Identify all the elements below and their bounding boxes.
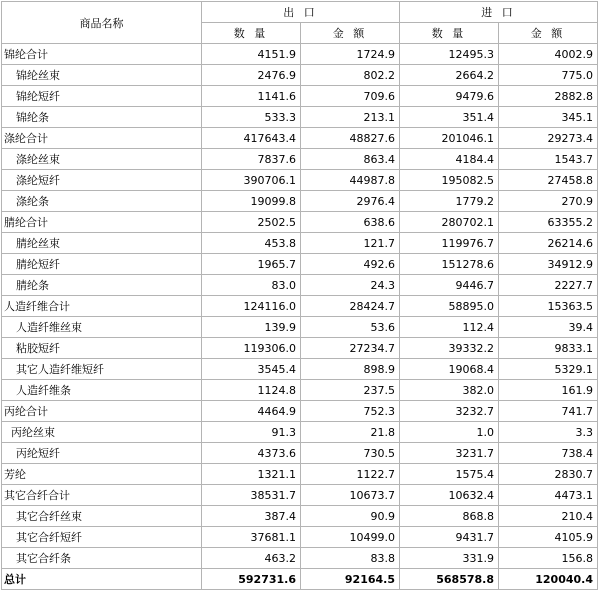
import-quantity-cell: 3232.7 — [400, 401, 499, 422]
export-amount-cell: 752.3 — [301, 401, 400, 422]
table-row — [2, 212, 598, 233]
table-row — [2, 422, 598, 443]
export-amount-cell: 28424.7 — [301, 296, 400, 317]
import-quantity-cell: 39332.2 — [400, 338, 499, 359]
export-quantity-cell: 83.0 — [202, 275, 301, 296]
export-amount-cell: 10673.7 — [301, 485, 400, 506]
header-export-amount: 金 额 — [301, 23, 400, 44]
product-name-cell: 其它合纤丝束 — [2, 506, 202, 527]
import-quantity-cell: 9479.6 — [400, 86, 499, 107]
import-quantity-cell: 58895.0 — [400, 296, 499, 317]
export-quantity-cell: 390706.1 — [202, 170, 301, 191]
import-amount-cell: 34912.9 — [499, 254, 598, 275]
export-amount-cell: 1724.9 — [301, 44, 400, 65]
table-header — [2, 2, 598, 44]
header-import-amount: 金 额 — [499, 23, 598, 44]
product-name-cell: 其它人造纤维短纤 — [2, 359, 202, 380]
import-quantity-cell: 12495.3 — [400, 44, 499, 65]
export-quantity-cell: 1141.6 — [202, 86, 301, 107]
import-amount-cell: 270.9 — [499, 191, 598, 212]
import-quantity-cell: 195082.5 — [400, 170, 499, 191]
export-quantity-cell: 3545.4 — [202, 359, 301, 380]
table-row — [2, 380, 598, 401]
export-amount-cell: 709.6 — [301, 86, 400, 107]
export-quantity-cell: 1321.1 — [202, 464, 301, 485]
import-amount-cell: 15363.5 — [499, 296, 598, 317]
export-quantity-cell: 2502.5 — [202, 212, 301, 233]
export-amount-cell: 2976.4 — [301, 191, 400, 212]
table-row — [2, 317, 598, 338]
import-amount-cell: 4105.9 — [499, 527, 598, 548]
export-amount-cell: 121.7 — [301, 233, 400, 254]
table-row — [2, 464, 598, 485]
product-name-cell: 腈纶丝束 — [2, 233, 202, 254]
table-row — [2, 149, 598, 170]
table-row — [2, 191, 598, 212]
import-amount-cell: 738.4 — [499, 443, 598, 464]
table-row — [2, 128, 598, 149]
import-quantity-cell: 2664.2 — [400, 65, 499, 86]
import-amount-cell: 345.1 — [499, 107, 598, 128]
table-row — [2, 275, 598, 296]
export-quantity-cell: 453.8 — [202, 233, 301, 254]
import-quantity-cell: 4184.4 — [400, 149, 499, 170]
total-export-amount-cell: 92164.5 — [301, 569, 400, 590]
export-quantity-cell: 37681.1 — [202, 527, 301, 548]
import-quantity-cell: 119976.7 — [400, 233, 499, 254]
import-amount-cell: 63355.2 — [499, 212, 598, 233]
import-amount-cell: 1543.7 — [499, 149, 598, 170]
export-amount-cell: 213.1 — [301, 107, 400, 128]
import-amount-cell: 156.8 — [499, 548, 598, 569]
total-import-quantity-cell: 568578.8 — [400, 569, 499, 590]
import-quantity-cell: 3231.7 — [400, 443, 499, 464]
product-name-cell: 腈纶合计 — [2, 212, 202, 233]
export-amount-cell: 730.5 — [301, 443, 400, 464]
import-quantity-cell: 10632.4 — [400, 485, 499, 506]
export-quantity-cell: 4373.6 — [202, 443, 301, 464]
table-row — [2, 44, 598, 65]
total-label: 总计 — [2, 569, 202, 590]
export-amount-cell: 802.2 — [301, 65, 400, 86]
export-quantity-cell: 139.9 — [202, 317, 301, 338]
table-body — [2, 44, 598, 590]
export-quantity-cell: 387.4 — [202, 506, 301, 527]
table-row — [2, 443, 598, 464]
import-quantity-cell: 201046.1 — [400, 128, 499, 149]
table-row — [2, 65, 598, 86]
table-row — [2, 401, 598, 422]
product-name-cell: 其它合纤合计 — [2, 485, 202, 506]
import-amount-cell: 161.9 — [499, 380, 598, 401]
product-name-cell: 丙纶丝束 — [2, 422, 202, 443]
import-amount-cell: 775.0 — [499, 65, 598, 86]
import-amount-cell: 741.7 — [499, 401, 598, 422]
product-name-cell: 腈纶条 — [2, 275, 202, 296]
import-quantity-cell: 9431.7 — [400, 527, 499, 548]
product-name-cell: 人造纤维条 — [2, 380, 202, 401]
import-amount-cell: 3.3 — [499, 422, 598, 443]
import-quantity-cell: 19068.4 — [400, 359, 499, 380]
export-quantity-cell: 124116.0 — [202, 296, 301, 317]
table-row — [2, 86, 598, 107]
import-quantity-cell: 351.4 — [400, 107, 499, 128]
product-name-cell: 锦纶短纤 — [2, 86, 202, 107]
export-quantity-cell: 91.3 — [202, 422, 301, 443]
product-name-cell: 涤纶合计 — [2, 128, 202, 149]
export-quantity-cell: 533.3 — [202, 107, 301, 128]
export-quantity-cell: 2476.9 — [202, 65, 301, 86]
product-name-cell: 人造纤维丝束 — [2, 317, 202, 338]
import-quantity-cell: 1779.2 — [400, 191, 499, 212]
import-amount-cell: 4002.9 — [499, 44, 598, 65]
export-amount-cell: 237.5 — [301, 380, 400, 401]
product-name-cell: 人造纤维合计 — [2, 296, 202, 317]
import-amount-cell: 2882.8 — [499, 86, 598, 107]
export-amount-cell: 48827.6 — [301, 128, 400, 149]
product-name-cell: 锦纶合计 — [2, 44, 202, 65]
import-quantity-cell: 1.0 — [400, 422, 499, 443]
export-quantity-cell: 119306.0 — [202, 338, 301, 359]
header-export-quantity: 数 量 — [202, 23, 301, 44]
product-name-cell: 涤纶条 — [2, 191, 202, 212]
product-name-cell: 丙纶短纤 — [2, 443, 202, 464]
product-name-cell: 芳纶 — [2, 464, 202, 485]
export-quantity-cell: 38531.7 — [202, 485, 301, 506]
export-quantity-cell: 417643.4 — [202, 128, 301, 149]
product-name-cell: 粘胶短纤 — [2, 338, 202, 359]
export-amount-cell: 898.9 — [301, 359, 400, 380]
table-row — [2, 296, 598, 317]
product-name-cell: 涤纶短纤 — [2, 170, 202, 191]
import-quantity-cell: 868.8 — [400, 506, 499, 527]
export-amount-cell: 90.9 — [301, 506, 400, 527]
table-row — [2, 359, 598, 380]
total-row — [2, 569, 598, 590]
product-name-cell: 丙纶合计 — [2, 401, 202, 422]
import-amount-cell: 29273.4 — [499, 128, 598, 149]
product-name-cell: 其它合纤条 — [2, 548, 202, 569]
table-row — [2, 254, 598, 275]
export-amount-cell: 53.6 — [301, 317, 400, 338]
export-amount-cell: 21.8 — [301, 422, 400, 443]
table-row — [2, 485, 598, 506]
header-import: 进 口 — [400, 2, 598, 23]
trade-table — [1, 1, 598, 590]
import-amount-cell: 26214.6 — [499, 233, 598, 254]
product-name-cell: 其它合纤短纤 — [2, 527, 202, 548]
table-row — [2, 527, 598, 548]
import-quantity-cell: 331.9 — [400, 548, 499, 569]
import-quantity-cell: 382.0 — [400, 380, 499, 401]
total-export-quantity-cell: 592731.6 — [202, 569, 301, 590]
export-amount-cell: 863.4 — [301, 149, 400, 170]
header-import-quantity: 数 量 — [400, 23, 499, 44]
export-quantity-cell: 1965.7 — [202, 254, 301, 275]
export-quantity-cell: 1124.8 — [202, 380, 301, 401]
import-amount-cell: 2227.7 — [499, 275, 598, 296]
export-quantity-cell: 4151.9 — [202, 44, 301, 65]
export-amount-cell: 83.8 — [301, 548, 400, 569]
product-name-cell: 腈纶短纤 — [2, 254, 202, 275]
import-amount-cell: 9833.1 — [499, 338, 598, 359]
import-quantity-cell: 112.4 — [400, 317, 499, 338]
import-amount-cell: 39.4 — [499, 317, 598, 338]
table-row — [2, 338, 598, 359]
export-amount-cell: 492.6 — [301, 254, 400, 275]
table-row — [2, 170, 598, 191]
header-product-name: 商品名称 — [2, 2, 202, 44]
table-row — [2, 233, 598, 254]
table-row — [2, 548, 598, 569]
export-quantity-cell: 4464.9 — [202, 401, 301, 422]
product-name-cell: 锦纶丝束 — [2, 65, 202, 86]
export-amount-cell: 1122.7 — [301, 464, 400, 485]
export-quantity-cell: 19099.8 — [202, 191, 301, 212]
export-amount-cell: 27234.7 — [301, 338, 400, 359]
table-row — [2, 107, 598, 128]
import-amount-cell: 27458.8 — [499, 170, 598, 191]
import-amount-cell: 5329.1 — [499, 359, 598, 380]
import-quantity-cell: 280702.1 — [400, 212, 499, 233]
import-amount-cell: 2830.7 — [499, 464, 598, 485]
export-amount-cell: 24.3 — [301, 275, 400, 296]
product-name-cell: 涤纶丝束 — [2, 149, 202, 170]
import-quantity-cell: 151278.6 — [400, 254, 499, 275]
total-import-amount-cell: 120040.4 — [499, 569, 598, 590]
export-amount-cell: 638.6 — [301, 212, 400, 233]
header-export: 出 口 — [202, 2, 400, 23]
table-row — [2, 506, 598, 527]
import-amount-cell: 4473.1 — [499, 485, 598, 506]
import-quantity-cell: 9446.7 — [400, 275, 499, 296]
export-amount-cell: 44987.8 — [301, 170, 400, 191]
export-quantity-cell: 7837.6 — [202, 149, 301, 170]
export-quantity-cell: 463.2 — [202, 548, 301, 569]
export-amount-cell: 10499.0 — [301, 527, 400, 548]
import-quantity-cell: 1575.4 — [400, 464, 499, 485]
import-amount-cell: 210.4 — [499, 506, 598, 527]
product-name-cell: 锦纶条 — [2, 107, 202, 128]
